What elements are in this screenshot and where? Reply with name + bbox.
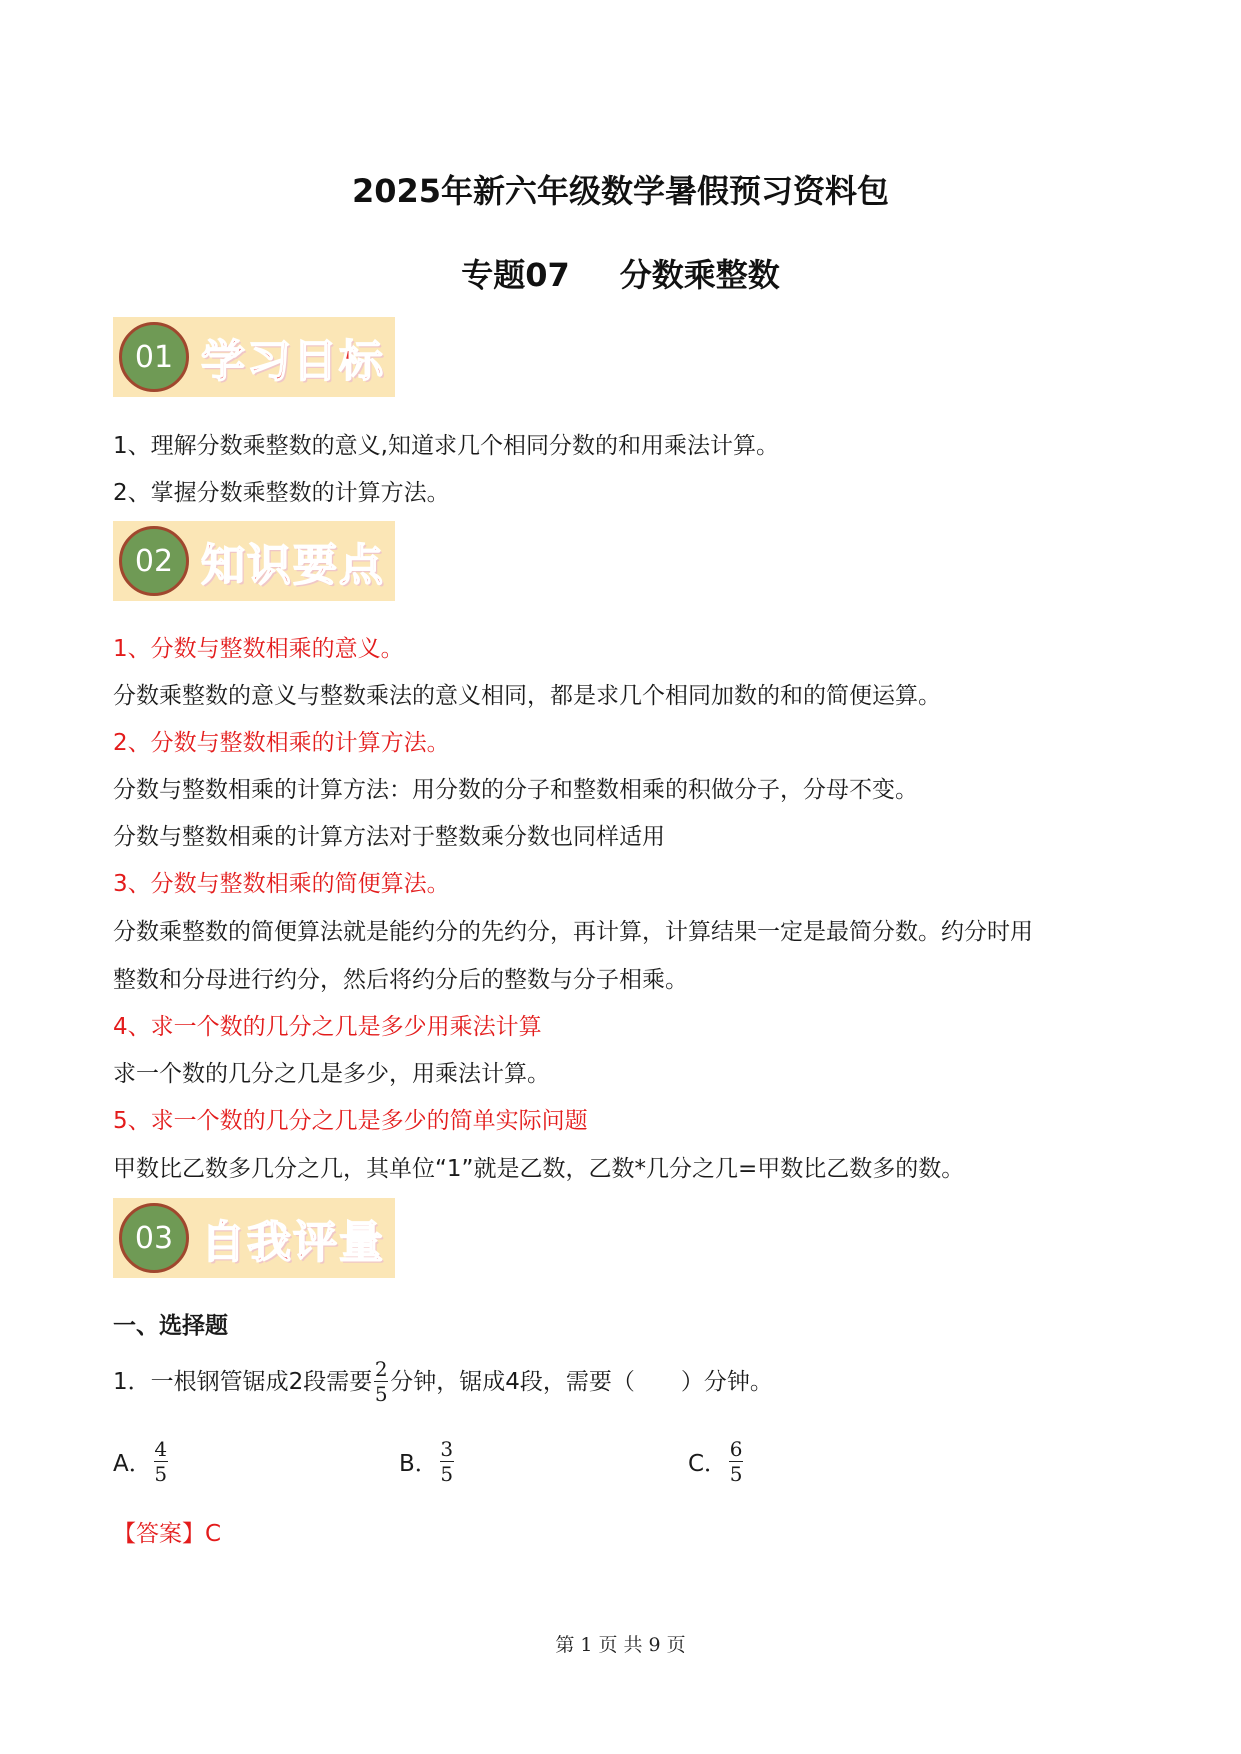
knowledge-heading: 3、分数与整数相乘的简便算法。	[113, 871, 450, 897]
option-b[interactable]	[399, 1438, 456, 1485]
section-number-badge: 01	[119, 322, 189, 392]
fraction-denominator: 5	[374, 1382, 388, 1406]
knowledge-text: 甲数比乙数多几分之几，其单位“1”就是乙数，乙数*几分之几=甲数比乙数多的数。	[113, 1156, 965, 1182]
knowledge-text: 分数乘整数的意义与整数乘法的意义相同，都是求几个相同加数的和的简便运算。	[113, 683, 941, 709]
fraction-numerator: 4	[154, 1437, 168, 1461]
page-footer: 第 1 页 共 9 页	[555, 1634, 686, 1656]
fraction	[374, 1358, 388, 1405]
answer-label: 【答案】	[113, 1521, 205, 1547]
goal-item: 1、理解分数乘整数的意义,知道求几个相同分数的和用乘法计算。	[113, 433, 779, 459]
knowledge-heading: 4、求一个数的几分之几是多少用乘法计算	[113, 1014, 542, 1040]
knowledge-heading: 2、分数与整数相乘的计算方法。	[113, 730, 450, 756]
topic-heading	[0, 250, 1241, 296]
section-header-goals	[113, 317, 395, 397]
fraction	[440, 1438, 454, 1485]
section-number-badge: 02	[119, 526, 189, 596]
option-label: A．	[113, 1451, 152, 1477]
knowledge-text: 求一个数的几分之几是多少，用乘法计算。	[113, 1061, 550, 1087]
section-title: 学习目标	[201, 336, 385, 387]
fraction-numerator: 2	[374, 1357, 388, 1381]
knowledge-heading: 1、分数与整数相乘的意义。	[113, 636, 404, 662]
exercise-heading: 一、选择题	[113, 1313, 228, 1339]
knowledge-heading: 5、求一个数的几分之几是多少的简单实际问题	[113, 1108, 588, 1134]
fraction	[154, 1438, 168, 1485]
answer-line	[113, 1518, 221, 1550]
fraction-denominator: 5	[440, 1462, 454, 1486]
fraction-denominator: 5	[154, 1462, 168, 1486]
knowledge-text: 分数乘整数的简便算法就是能约分的先约分，再计算，计算结果一定是最简分数。约分时用	[113, 919, 1033, 945]
knowledge-text: 分数与整数相乘的计算方法：用分数的分子和整数相乘的积做分子，分母不变。	[113, 777, 918, 803]
topic-name: 分数乘整数	[619, 256, 780, 294]
section-header-knowledge	[113, 521, 395, 601]
answer-value: C	[205, 1521, 222, 1547]
fraction-numerator: 6	[729, 1437, 743, 1461]
question-text: 分钟，锯成4段，需要（ ）分钟。	[390, 1368, 773, 1395]
goal-item: 2、掌握分数乘整数的计算方法。	[113, 480, 450, 506]
section-title: 自我评量	[201, 1217, 385, 1268]
knowledge-text: 分数与整数相乘的计算方法对于整数乘分数也同样适用	[113, 824, 665, 850]
fraction-denominator: 5	[729, 1462, 743, 1486]
section-title: 知识要点	[201, 540, 385, 591]
option-label: C．	[688, 1451, 728, 1477]
topic-number: 专题07	[461, 256, 570, 294]
section-number-badge: 03	[119, 1203, 189, 1273]
option-c[interactable]	[688, 1438, 745, 1485]
question-1	[113, 1358, 773, 1405]
option-a[interactable]	[113, 1438, 170, 1485]
option-label: B．	[399, 1451, 438, 1477]
fraction	[729, 1438, 743, 1485]
fraction-numerator: 3	[440, 1437, 454, 1461]
knowledge-text: 整数和分母进行约分，然后将约分后的整数与分子相乘。	[113, 967, 688, 993]
section-header-self-assessment	[113, 1198, 395, 1278]
question-text: 1．一根钢管锯成2段需要	[113, 1368, 373, 1395]
document-title: 2025年新六年级数学暑假预习资料包	[351, 172, 890, 210]
